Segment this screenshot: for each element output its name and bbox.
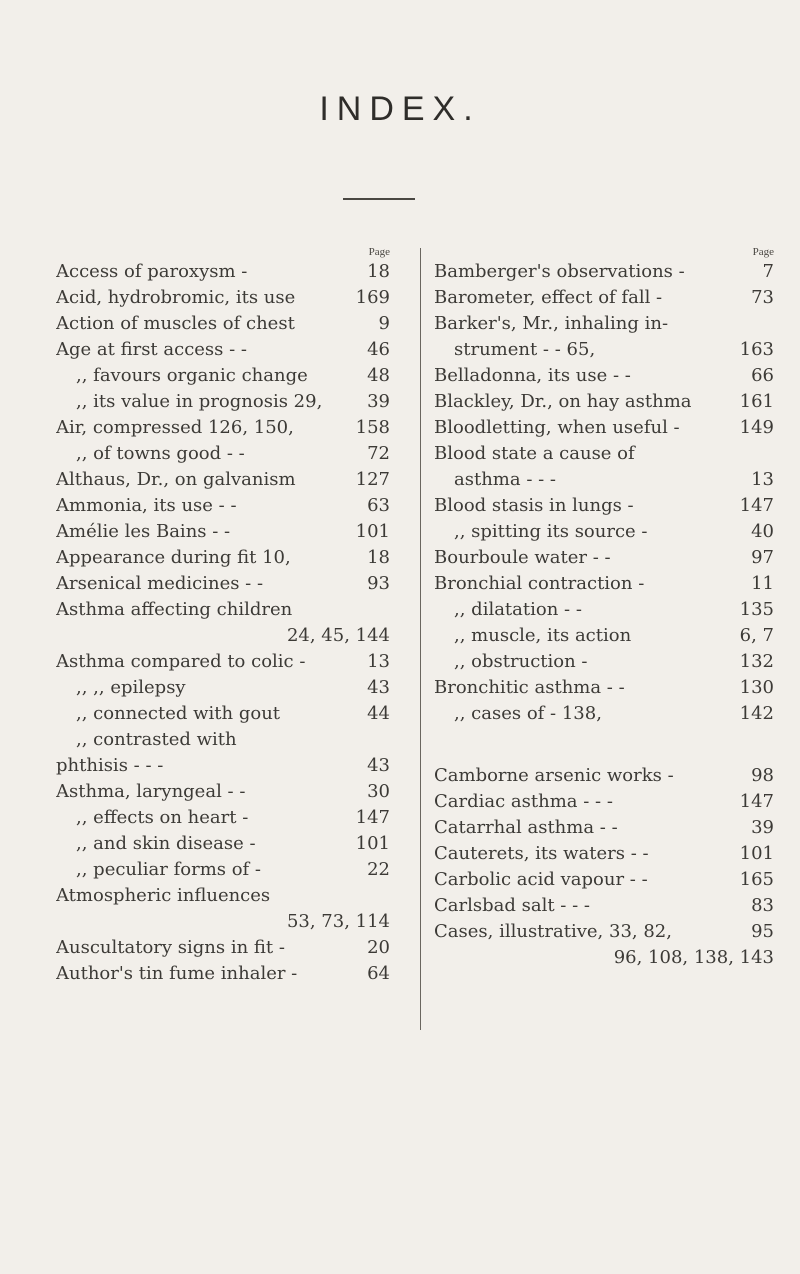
index-entry [56, 805, 390, 831]
index-entry [56, 701, 390, 727]
index-entry-page: 132 [739, 651, 774, 672]
index-entry-page: 161 [739, 391, 774, 412]
index-entry-text: Belladonna, its use - - [434, 365, 631, 386]
index-entry [434, 867, 774, 893]
index-column-right [434, 246, 774, 971]
index-entry-page: 149 [739, 417, 774, 438]
index-entry-text: ,, dilatation - - [454, 599, 582, 620]
index-entry-text: ,, its value in prognosis 29, [76, 391, 323, 412]
index-entry-page: 22 [367, 859, 390, 880]
index-entry [434, 493, 774, 519]
index-entry-text: Blood stasis in lungs - [434, 495, 634, 516]
index-entry-text: Bronchial contraction - [434, 573, 645, 594]
index-entry-text: Air, compressed 126, 150, [56, 417, 294, 438]
index-entry-continuation: 53, 73, 114 [286, 911, 390, 932]
index-entry-text: Action of muscles of chest [56, 313, 295, 334]
index-entry-text: Cauterets, its waters - - [434, 843, 649, 864]
title-rule [343, 198, 415, 200]
index-entry [56, 779, 390, 805]
index-entry-text: Althaus, Dr., on galvanism [56, 469, 296, 490]
index-entry-page: 44 [367, 703, 390, 724]
index-entry-text: Asthma, laryngeal - - [56, 781, 246, 802]
index-entry [434, 815, 774, 841]
index-entry-text: Atmospheric influences [56, 885, 271, 906]
index-entry [56, 519, 390, 545]
index-entry-text: Carlsbad salt - - - [434, 895, 590, 916]
index-entry-text: asthma - - - [454, 469, 557, 490]
index-entry-text: Catarrhal asthma - - [434, 817, 618, 838]
index-entry [434, 919, 774, 945]
index-entry [56, 883, 390, 909]
index-entry [56, 259, 390, 285]
index-entry-page: 63 [367, 495, 390, 516]
index-entry-text: Auscultatory signs in fit - [56, 937, 285, 958]
index-entry [434, 675, 774, 701]
index-entry-text: Barker's, Mr., inhaling in- [434, 313, 669, 334]
page-column-header: Page [752, 246, 774, 258]
index-entry [56, 935, 390, 961]
index-entry-page: 158 [355, 417, 390, 438]
index-entry [56, 441, 390, 467]
index-entry-text: Appearance during fit 10, [56, 547, 291, 568]
index-entry-page: 147 [739, 791, 774, 812]
index-entry [56, 545, 390, 571]
index-entry-page: 97 [751, 547, 774, 568]
index-entry-page: 93 [367, 573, 390, 594]
index-entry [56, 467, 390, 493]
index-entry [434, 789, 774, 815]
index-entry-continuation: 96, 108, 138, 143 [613, 947, 774, 968]
index-entry-text: ,, obstruction - [454, 651, 588, 672]
index-entry-page: 127 [355, 469, 390, 490]
index-entry [56, 727, 390, 753]
index-entry [56, 831, 390, 857]
section-gap [434, 727, 774, 763]
index-entry-text: Barometer, effect of fall - [434, 287, 663, 308]
index-entry-text: Carbolic acid vapour - - [434, 869, 648, 890]
index-column-left [56, 246, 390, 987]
index-entry-page: 163 [739, 339, 774, 360]
index-entry [56, 675, 390, 701]
index-entry-text: ,, effects on heart - [76, 807, 249, 828]
index-entry-page: 130 [739, 677, 774, 698]
index-entry-page: 95 [751, 921, 774, 942]
index-entry [56, 493, 390, 519]
index-entry [56, 285, 390, 311]
column-divider [420, 248, 421, 1030]
index-entry-page: 73 [751, 287, 774, 308]
index-entry-text: ,, and skin disease - [76, 833, 256, 854]
index-entry-page: 98 [751, 765, 774, 786]
index-entry [56, 857, 390, 883]
index-entry-page: 9 [378, 313, 390, 334]
index-entry-page: 48 [367, 365, 390, 386]
index-entry [56, 597, 390, 623]
index-entry-page: 101 [355, 833, 390, 854]
index-entry-text: ,, cases of - 138, [454, 703, 602, 724]
index-entry-page: 135 [739, 599, 774, 620]
index-entry-text: Blackley, Dr., on hay asthma [434, 391, 692, 412]
index-entry [434, 441, 774, 467]
index-entry [434, 285, 774, 311]
index-entry-text: ,, favours organic change [76, 365, 308, 386]
index-entry-page: 72 [367, 443, 390, 464]
index-entry [434, 337, 774, 363]
index-entry-page: 64 [367, 963, 390, 984]
index-entry-text: Ammonia, its use - - [56, 495, 237, 516]
index-entry-text: Asthma compared to colic - [56, 651, 306, 672]
index-entry-text: ,, spitting its source - [454, 521, 648, 542]
index-entry-page: 46 [367, 339, 390, 360]
index-entry [434, 519, 774, 545]
index-entries-right [434, 259, 774, 971]
index-entry-page: 101 [355, 521, 390, 542]
index-entry [434, 841, 774, 867]
index-entry-page: 165 [739, 869, 774, 890]
index-entry [56, 649, 390, 675]
index-entry [434, 389, 774, 415]
index-entry-page: 66 [751, 365, 774, 386]
index-entry-text: Access of paroxysm - [56, 261, 248, 282]
index-entry-text: Bloodletting, when useful - [434, 417, 680, 438]
index-entry-text: Author's tin fume inhaler - [56, 963, 298, 984]
index-entry [434, 649, 774, 675]
index-entry-page: 40 [751, 521, 774, 542]
page-title: INDEX. [319, 90, 481, 128]
index-entry [56, 311, 390, 337]
index-entry-page: 6, 7 [739, 625, 774, 646]
index-entry-text: strument - - 65, [454, 339, 596, 360]
index-entry-text: ,, ,, epilepsy [76, 677, 186, 698]
index-entry-page: 39 [367, 391, 390, 412]
index-entry-text: Acid, hydrobromic, its use [56, 287, 296, 308]
index-entry-page: 7 [762, 261, 774, 282]
index-entry [434, 259, 774, 285]
index-entries-left [56, 259, 390, 987]
index-entry-page: 11 [751, 573, 774, 594]
index-entry-continuation: 24, 45, 144 [286, 625, 390, 646]
index-entry [56, 753, 390, 779]
index-entry [434, 763, 774, 789]
index-entry-page: 18 [367, 261, 390, 282]
index-entry [56, 363, 390, 389]
index-entry [56, 961, 390, 987]
index-entry-page: 13 [751, 469, 774, 490]
index-entry [434, 893, 774, 919]
index-entry-page: 43 [367, 677, 390, 698]
index-entry-page: 13 [367, 651, 390, 672]
index-entry [56, 337, 390, 363]
index-entry [434, 545, 774, 571]
index-entry-text: Bamberger's observations - [434, 261, 685, 282]
index-entry-text: Age at first access - - [56, 339, 248, 360]
index-entry-text: Amélie les Bains - - [56, 521, 231, 542]
index-entry-text: Bronchitic asthma - - [434, 677, 625, 698]
index-entry-page: 169 [355, 287, 390, 308]
index-entry-page: 43 [367, 755, 390, 776]
index-entry-text: ,, of towns good - - [76, 443, 245, 464]
index-entry [434, 467, 774, 493]
index-entry [434, 363, 774, 389]
index-entry-text: ,, muscle, its action [454, 625, 632, 646]
index-entry [434, 571, 774, 597]
index-entry-page: 20 [367, 937, 390, 958]
index-entry-text: ,, peculiar forms of - [76, 859, 262, 880]
index-entry [434, 701, 774, 727]
index-entry-page: 147 [739, 495, 774, 516]
index-entry-text: ,, connected with gout [76, 703, 281, 724]
page-column-header: Page [368, 246, 390, 258]
index-entry-text: ,, contrasted with [76, 729, 237, 750]
index-entry-text: Arsenical medicines - - [56, 573, 264, 594]
index-entry-page: 30 [367, 781, 390, 802]
index-entry [434, 311, 774, 337]
index-entry [434, 597, 774, 623]
index-entry [56, 415, 390, 441]
index-entry [56, 389, 390, 415]
index-entry-text: Camborne arsenic works - [434, 765, 674, 786]
index-entry [56, 571, 390, 597]
index-entry-page: 142 [739, 703, 774, 724]
index-entry-page: 83 [751, 895, 774, 916]
index-entry [434, 415, 774, 441]
index-entry-text: Cardiac asthma - - - [434, 791, 613, 812]
index-entry-page: 39 [751, 817, 774, 838]
index-entry-text: Bourboule water - - [434, 547, 611, 568]
index-entry-text: Blood state a cause of [434, 443, 635, 464]
index-entry-page: 18 [367, 547, 390, 568]
index-entry-text: phthisis - - - [56, 755, 164, 776]
index-entry [434, 623, 774, 649]
index-entry-text: Cases, illustrative, 33, 82, [434, 921, 672, 942]
index-entry-text: Asthma affecting children [56, 599, 293, 620]
index-entry-page: 147 [355, 807, 390, 828]
index-entry-page: 101 [739, 843, 774, 864]
